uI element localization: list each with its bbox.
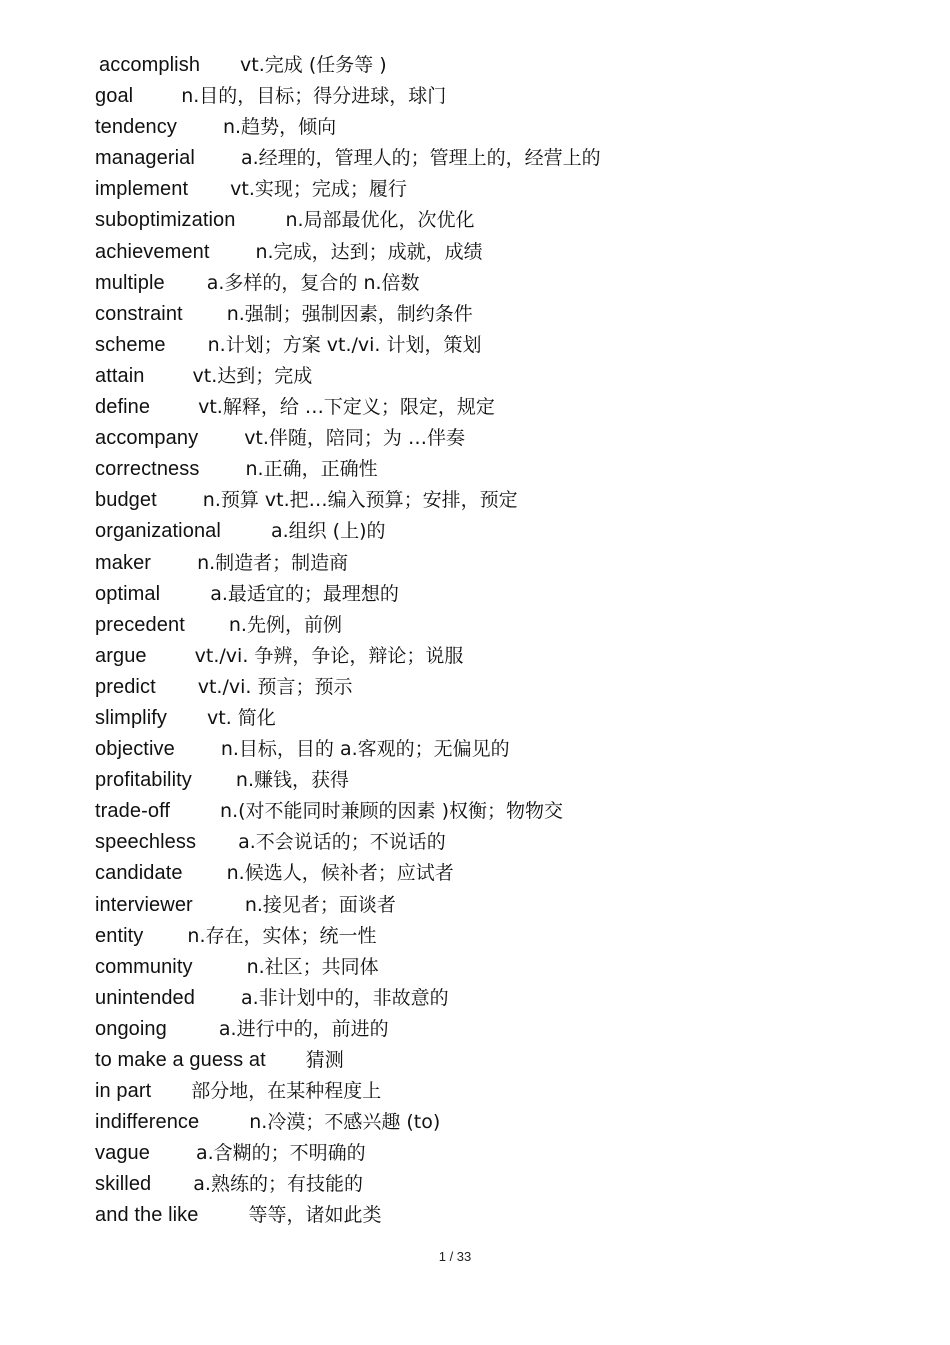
vocab-definition: n.候选人，候补者；应试者 — [226, 862, 454, 885]
vocab-entry — [95, 361, 915, 392]
vocab-term: trade-off — [95, 800, 171, 823]
vocab-definition: vt.伴随，陪同；为 …伴奏 — [244, 427, 465, 450]
vocab-term: slimplify — [95, 706, 168, 729]
vocab-term: entity — [95, 924, 144, 947]
vocab-entry — [95, 454, 915, 485]
vocab-definition: n.预算 vt.把…编入预算；安排，预定 — [202, 489, 518, 512]
vocab-term: implement — [95, 178, 189, 201]
vocab-definition: vt./vi. 预言；预示 — [197, 675, 353, 698]
vocab-entry — [95, 112, 915, 143]
vocab-definition: vt./vi. 争辨，争论，辩论；说服 — [194, 644, 464, 667]
vocab-entry — [95, 703, 915, 734]
vocab-entry — [95, 858, 915, 889]
vocab-entry — [95, 1045, 915, 1076]
vocab-definition: a.组织 (上)的 — [270, 520, 386, 543]
vocab-entry — [95, 516, 915, 547]
vocab-definition: a.不会说话的；不说话的 — [238, 831, 446, 854]
vocab-term: maker — [95, 551, 152, 574]
vocab-term: organizational — [95, 520, 221, 543]
vocab-term: define — [95, 396, 151, 419]
vocab-entry — [95, 890, 915, 921]
vocab-definition: 部分地，在某种程度上 — [191, 1080, 382, 1103]
vocab-entry — [95, 1138, 915, 1169]
vocab-definition: a.经理的，管理人的；管理上的，经营上的 — [240, 147, 601, 170]
vocab-definition: n.冷漠；不感兴趣 (to) — [249, 1111, 441, 1134]
vocab-term: tendency — [95, 116, 177, 139]
vocab-term: candidate — [95, 862, 183, 885]
page-number: 1 / 33 — [438, 1249, 472, 1264]
vocab-term: constraint — [95, 302, 183, 325]
vocab-definition: n.目标，目的 a.客观的；无偏见的 — [220, 738, 510, 761]
vocab-term: vague — [95, 1142, 150, 1165]
vocab-definition: n.目的，目标；得分进球，球门 — [181, 85, 447, 108]
vocab-definition: vt.实现；完成；履行 — [230, 178, 407, 201]
vocab-term: correctness — [95, 458, 200, 481]
vocab-definition: n.完成，达到；成就，成绩 — [255, 240, 483, 263]
vocab-definition: n.局部最优化，次优化 — [285, 209, 475, 232]
vocab-entry — [95, 952, 915, 983]
vocab-term: achievement — [95, 240, 210, 263]
vocab-entry — [95, 330, 915, 361]
vocab-entry — [95, 81, 915, 112]
vocab-definition: a.熟练的；有技能的 — [193, 1173, 363, 1196]
vocab-term: budget — [95, 489, 157, 512]
vocab-term: scheme — [95, 333, 166, 356]
vocab-entry — [95, 796, 915, 827]
vocab-definition: 等等，诸如此类 — [248, 1204, 382, 1227]
vocab-term: goal — [95, 85, 134, 108]
vocab-term: speechless — [95, 831, 197, 854]
vocab-definition: vt.解释，给 …下定义；限定，规定 — [198, 396, 495, 419]
vocab-entry — [95, 765, 915, 796]
vocab-term: to make a guess at — [95, 1049, 266, 1071]
vocab-term: indifference — [95, 1111, 200, 1134]
vocab-definition: vt.完成 (任务等 ) — [240, 54, 387, 76]
vocab-entry — [95, 641, 915, 672]
vocab-definition: n.强制；强制因素，制约条件 — [226, 302, 473, 325]
vocab-definition: n.存在，实体；统一性 — [187, 924, 377, 947]
vocab-definition: n.先例，前例 — [228, 613, 342, 636]
vocab-term: unintended — [95, 986, 195, 1009]
vocab-entry — [95, 392, 915, 423]
vocab-term: objective — [95, 738, 175, 761]
vocab-term: optimal — [95, 582, 161, 605]
vocab-term: skilled — [95, 1173, 152, 1196]
vocab-entry — [95, 237, 915, 268]
vocab-entry — [95, 205, 915, 236]
vocab-entry — [95, 548, 915, 579]
vocab-definition: vt.达到；完成 — [192, 364, 313, 387]
vocab-definition: n.趋势，倾向 — [222, 116, 337, 139]
vocab-term: argue — [95, 644, 147, 667]
vocab-entry — [95, 579, 915, 610]
vocab-entry — [95, 610, 915, 641]
vocabulary-list — [95, 50, 915, 1232]
vocab-entry — [95, 299, 915, 330]
vocab-entry — [95, 1076, 915, 1107]
vocab-entry — [95, 1107, 915, 1138]
vocab-definition: n.(对不能同时兼顾的因素 )权衡；物物交 — [220, 800, 563, 823]
vocab-term: precedent — [95, 613, 185, 636]
vocab-entry — [95, 268, 915, 299]
vocab-term: ongoing — [95, 1017, 167, 1040]
vocab-entry — [95, 174, 915, 205]
vocab-definition: n.制造者；制造商 — [197, 551, 349, 574]
vocab-entry — [95, 921, 915, 952]
vocab-term: attain — [95, 364, 145, 387]
vocab-entry — [95, 50, 915, 81]
vocab-definition: n.计划；方案 vt./vi. 计划，策划 — [207, 333, 482, 356]
vocab-term: managerial — [95, 147, 195, 170]
vocab-term: and the like — [95, 1204, 199, 1227]
vocab-entry — [95, 143, 915, 174]
vocab-entry — [95, 983, 915, 1014]
vocab-entry — [95, 485, 915, 516]
vocab-definition: n.赚钱，获得 — [235, 769, 349, 792]
vocab-entry — [95, 1014, 915, 1045]
vocab-definition: n.接见者；面谈者 — [244, 893, 396, 916]
vocab-definition: a.含糊的；不明确的 — [196, 1142, 366, 1165]
vocab-term: profitability — [95, 769, 192, 792]
vocab-definition: a.多样的，复合的 n.倍数 — [206, 271, 420, 294]
vocab-entry — [95, 423, 915, 454]
vocab-definition: a.非计划中的，非故意的 — [240, 986, 449, 1009]
vocab-term: multiple — [95, 271, 165, 294]
vocab-term: interviewer — [95, 893, 193, 916]
vocab-term: suboptimization — [95, 209, 236, 232]
vocab-entry — [95, 1200, 915, 1231]
vocab-entry — [95, 1169, 915, 1200]
vocab-definition: n.正确，正确性 — [245, 458, 378, 481]
vocab-definition: n.社区；共同体 — [246, 955, 379, 978]
vocab-definition: a.最适宜的；最理想的 — [210, 582, 399, 605]
vocab-term: accomplish — [99, 54, 201, 76]
vocab-term: predict — [95, 675, 156, 698]
vocab-definition: 猜测 — [305, 1049, 344, 1071]
vocab-definition: vt. 简化 — [207, 706, 276, 729]
vocab-entry — [95, 827, 915, 858]
vocab-entry — [95, 672, 915, 703]
vocab-term: community — [95, 955, 193, 978]
vocab-term: accompany — [95, 427, 199, 450]
vocab-definition: a.进行中的，前进的 — [218, 1017, 389, 1040]
vocab-entry — [95, 734, 915, 765]
vocab-term: in part — [95, 1080, 152, 1103]
